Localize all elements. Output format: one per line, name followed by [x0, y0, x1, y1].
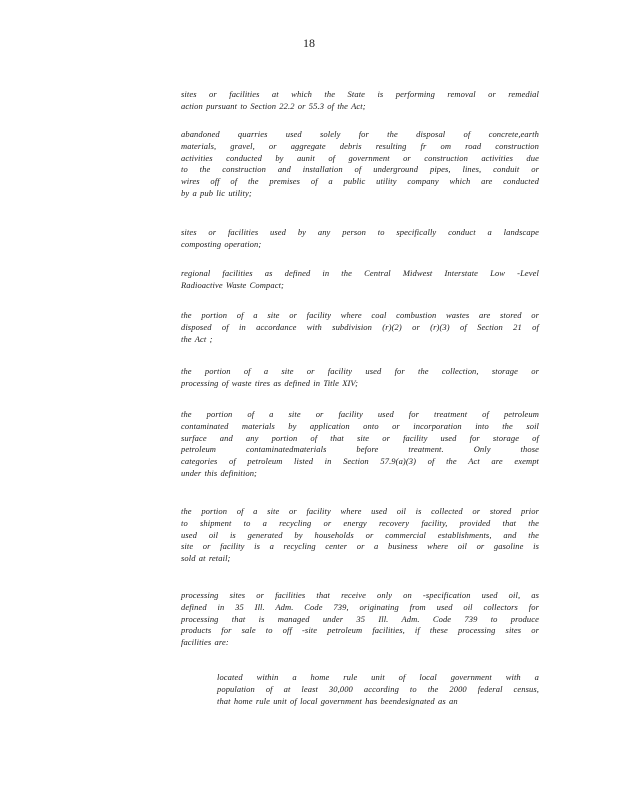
text-line: processing sites or facilities that receive only on -specification used oil, as: [181, 590, 539, 600]
text-line: site or facility is a recycling center or a business where oil or gasoline is: [181, 541, 539, 552]
text-line: categories of petroleum listed in Section 57.9(a)(3) of the Act are exempt: [181, 456, 539, 467]
text-line: by a pub lic utility;: [181, 187, 252, 198]
text-line: the portion of a site or facility where coal combustion wastes are stored or: [181, 310, 539, 320]
text-line: surface and any portion of that site or facility used for storage of: [181, 432, 539, 443]
text-line: sold at retail;: [181, 553, 231, 564]
page-number: 18: [303, 36, 315, 50]
text-line: sites or facilities at which the State is performing removal or remedial: [181, 89, 539, 99]
text-line: petroleum contaminatedmaterials before treatment. Only those: [181, 444, 539, 455]
text-line: activities conducted by aunit of government or construction activities due: [181, 152, 539, 163]
paragraph: [181, 227, 539, 251]
paragraph: [181, 129, 539, 200]
text-line: regional facilities as defined in the Central Midwest Interstate Low -Level: [181, 268, 539, 278]
paragraph: [181, 506, 539, 565]
paragraph: [181, 409, 539, 480]
text-line: used oil is generated by households or commercial establishments, and the: [181, 529, 539, 540]
text-line: wires off of the premises of a public utility company which are conducted: [181, 176, 539, 187]
text-line: contaminated materials by application onto or incorporation into the soil: [181, 420, 539, 431]
paragraph: [181, 590, 539, 649]
text-line: population of at least 30,000 according to the 2000 federal census,: [217, 683, 539, 694]
paragraph: [217, 672, 539, 707]
text-line: abandoned quarries used solely for the disposal of concrete,earth: [181, 129, 539, 139]
text-line: the Act ;: [181, 333, 213, 344]
text-line: to shipment to a recycling or energy recovery facility, provided that the: [181, 517, 539, 528]
text-line: Radioactive Waste Compact;: [181, 279, 284, 290]
text-line: processing of waste tires as defined in Title XIV;: [181, 377, 359, 388]
text-line: sites or facilities used by any person to specifically conduct a landscape: [181, 227, 539, 237]
text-line: that home rule unit of local government has beendesignated as an: [217, 695, 458, 706]
text-line: processing that is managed under 35 Ill. Adm. Code 739 to produce: [181, 613, 539, 624]
text-line: the portion of a site or facility where used oil is collected or stored prior: [181, 506, 539, 516]
paragraph: [181, 268, 539, 292]
text-line: action pursuant to Section 22.2 or 55.3 of the Act;: [181, 100, 366, 111]
text-line: products for sale to off -site petroleum facilities, if these processing sites or: [181, 625, 539, 636]
text-line: the portion of a site or facility used for the collection, storage or: [181, 366, 539, 376]
text-line: located within a home rule unit of local government with a: [217, 672, 539, 682]
text-line: defined in 35 Ill. Adm. Code 739, originating from used oil collectors for: [181, 601, 539, 612]
text-line: materials, gravel, or aggregate debris resulting fr om road construction: [181, 140, 539, 151]
text-line: the portion of a site or facility used for treatment of petroleum: [181, 409, 539, 419]
text-line: composting operation;: [181, 238, 262, 249]
text-line: facilities are:: [181, 637, 229, 648]
paragraph: [181, 310, 539, 345]
paragraph: [181, 366, 539, 390]
text-line: under this definition;: [181, 467, 257, 478]
paragraph: [181, 89, 539, 113]
text-line: to the construction and installation of underground pipes, lines, conduit or: [181, 164, 539, 175]
text-line: disposed of in accordance with subdivision (r)(2) or (r)(3) of Section 21 of: [181, 321, 539, 332]
